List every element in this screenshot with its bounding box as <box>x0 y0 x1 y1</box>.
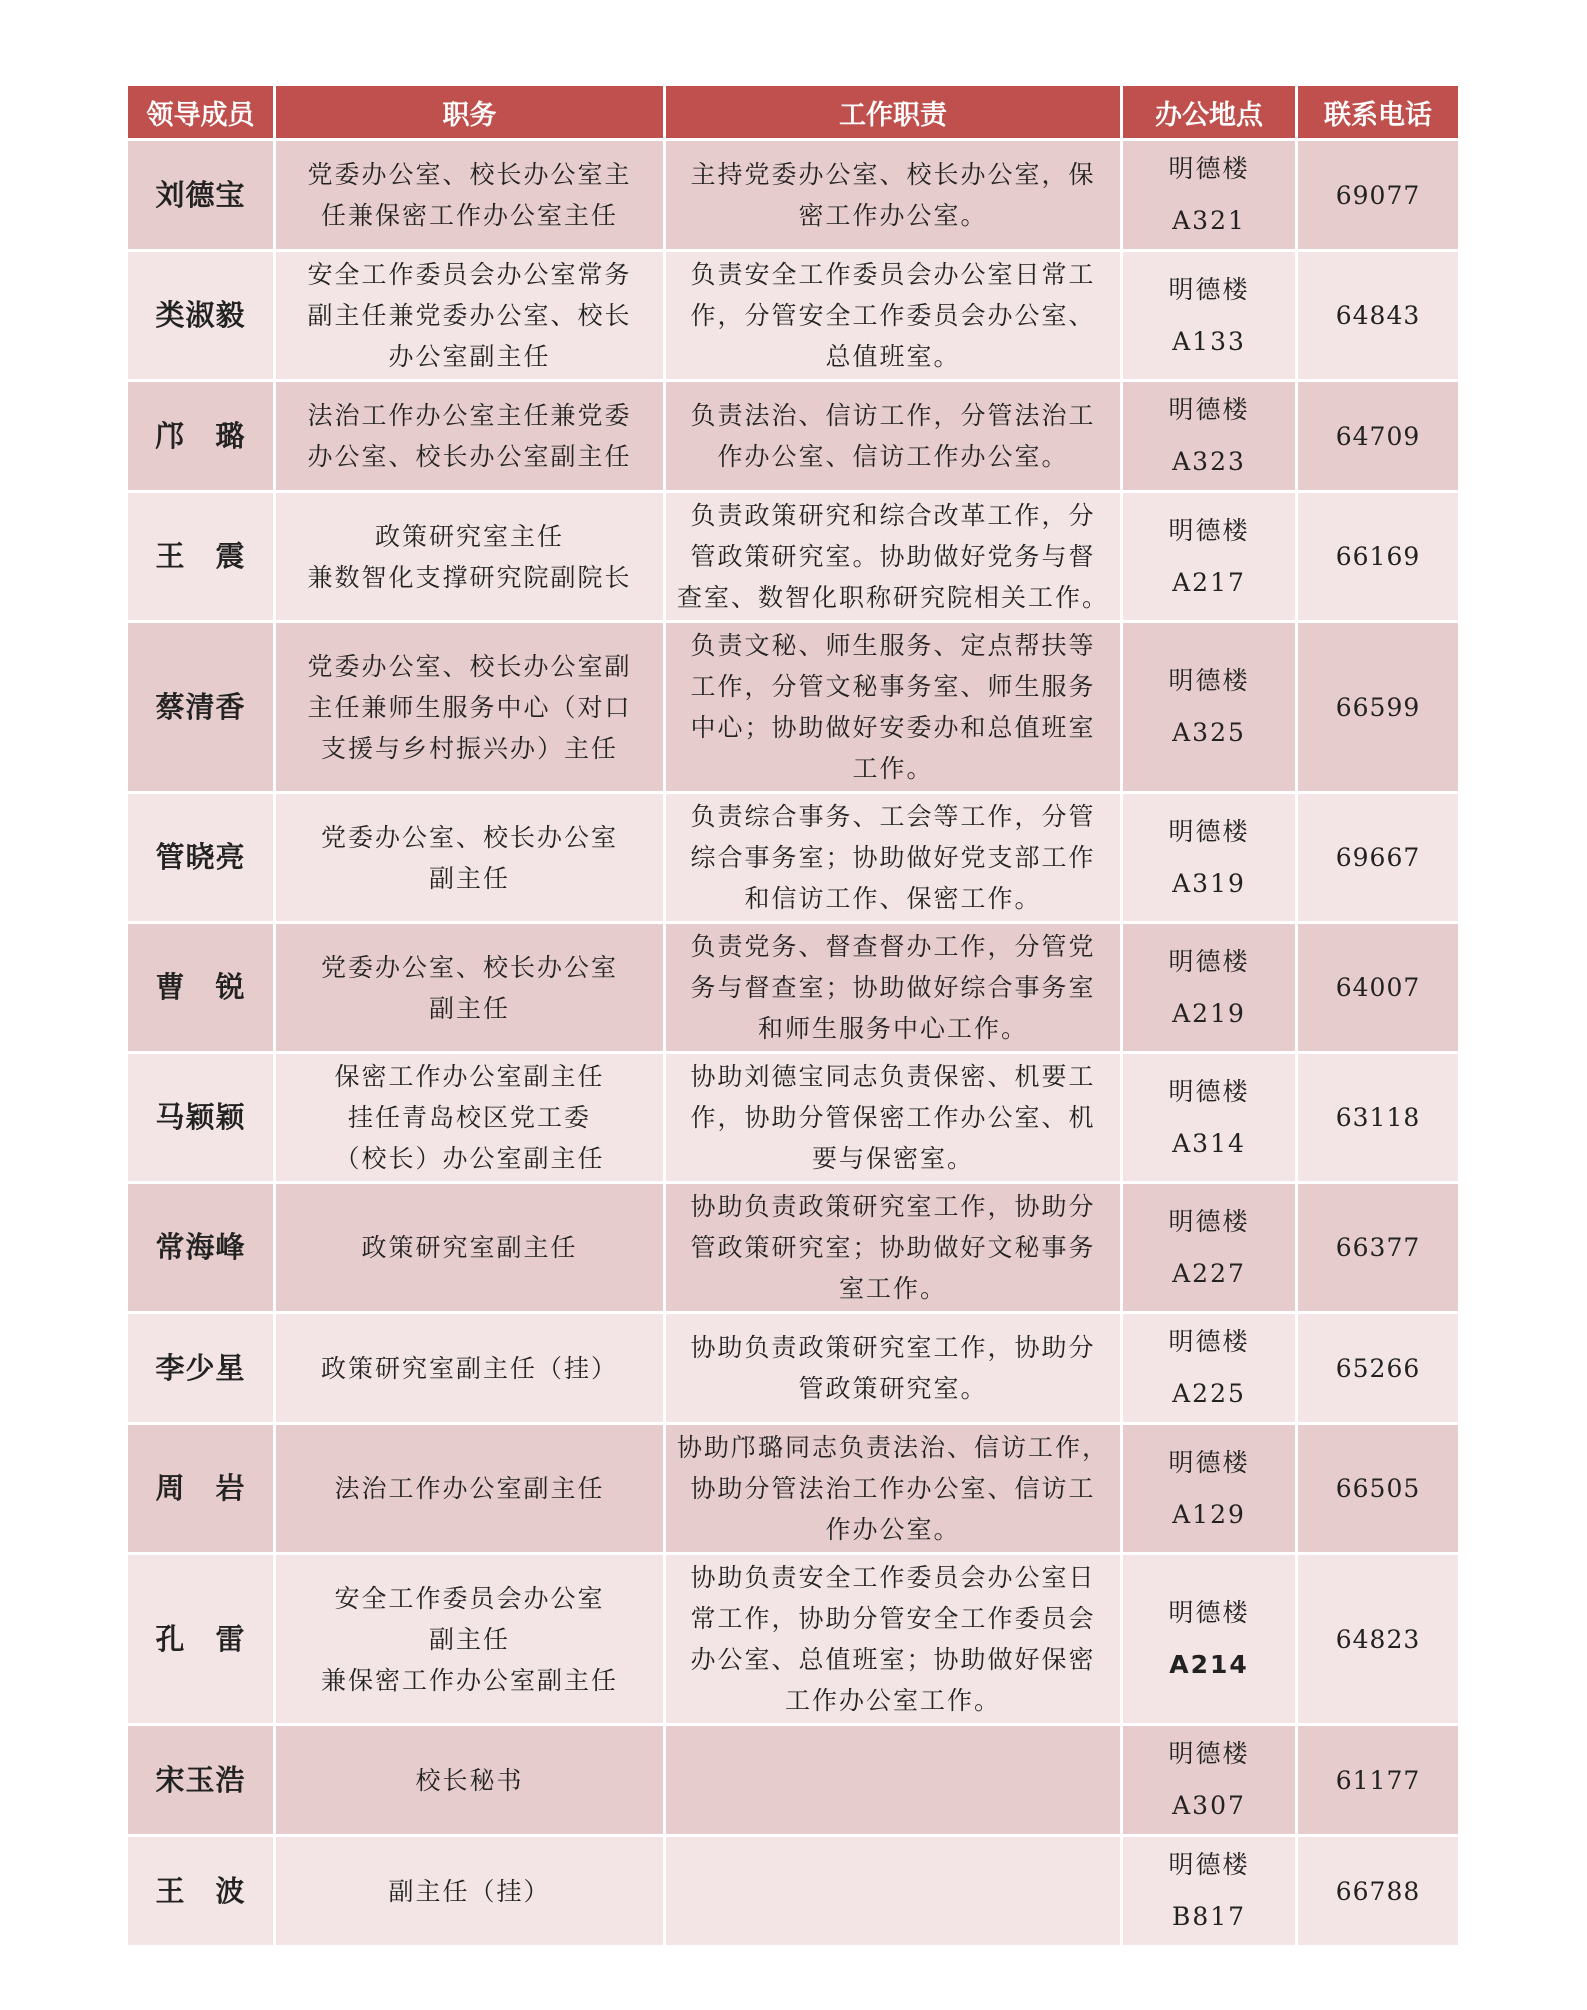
member-position <box>276 1726 663 1834</box>
office-building: 明德楼 <box>1168 395 1250 424</box>
phone-number: 61177 <box>1298 1726 1458 1834</box>
member-duty <box>666 1314 1120 1422</box>
text-line: 负责文秘、师生服务、定点帮扶等 <box>690 631 1096 660</box>
header-position: 职务 <box>276 86 663 138</box>
member-duty <box>666 623 1120 791</box>
phone-number: 69077 <box>1298 141 1458 249</box>
phone-number: 66599 <box>1298 623 1458 791</box>
office-location <box>1123 1555 1295 1723</box>
member-position <box>276 1054 663 1181</box>
phone-number: 64007 <box>1298 924 1458 1051</box>
office-building: 明德楼 <box>1168 1447 1250 1477</box>
text-line: 查室、数智化职称研究院相关工作。 <box>676 583 1109 612</box>
phone-number: 66788 <box>1298 1837 1458 1945</box>
text-line: 协助负责政策研究室工作，协助分 <box>690 1333 1096 1362</box>
phone-number: 64709 <box>1298 382 1458 490</box>
text-line: 负责法治、信访工作，分管法治工 <box>690 401 1096 430</box>
office-location <box>1123 1726 1295 1834</box>
text-line: 作办公室、信访工作办公室。 <box>717 442 1069 471</box>
office-building: 明德楼 <box>1168 816 1250 846</box>
member-name: 常海峰 <box>128 1184 273 1311</box>
header-office: 办公地点 <box>1123 86 1295 138</box>
office-building: 明德楼 <box>1168 1598 1250 1627</box>
office-building: 明德楼 <box>1168 1327 1250 1356</box>
text-line: 办公室、校长办公室副主任 <box>307 442 632 471</box>
member-duty <box>666 493 1120 620</box>
text-line: 副主任 <box>428 863 510 893</box>
text-line: 协助负责政策研究室工作，协助分 <box>690 1192 1096 1221</box>
text-line: 党委办公室、校长办公室 <box>320 822 618 852</box>
office-building: 明德楼 <box>1168 666 1250 695</box>
member-name: 蔡清香 <box>128 623 273 791</box>
leadership-table <box>125 83 1461 1948</box>
table-header <box>128 86 1458 138</box>
member-name: 邝 璐 <box>128 382 273 490</box>
text-line: 主持党委办公室、校长办公室，保 <box>690 160 1096 189</box>
phone-number: 66377 <box>1298 1184 1458 1311</box>
office-location <box>1123 252 1295 379</box>
office-location <box>1123 1837 1295 1945</box>
office-location <box>1123 1314 1295 1422</box>
office-room: B817 <box>1171 1902 1247 1931</box>
table-row <box>128 1555 1458 1723</box>
header-member: 领导成员 <box>128 86 273 138</box>
office-room: A219 <box>1172 998 1246 1028</box>
member-position <box>276 1555 663 1723</box>
office-room: A314 <box>1172 1128 1246 1158</box>
member-position <box>276 1184 663 1311</box>
text-line: 党委办公室、校长办公室 <box>320 952 618 982</box>
member-name: 类淑毅 <box>128 252 273 379</box>
office-building: 明德楼 <box>1168 1206 1250 1236</box>
text-line: 党委办公室、校长办公室主 <box>307 160 632 189</box>
header-duty: 工作职责 <box>666 86 1120 138</box>
member-name: 马颖颖 <box>128 1054 273 1181</box>
office-location <box>1123 924 1295 1051</box>
text-line: 政策研究室副主任 <box>361 1233 578 1262</box>
text-line: 副主任（挂） <box>388 1876 551 1906</box>
office-building: 明德楼 <box>1168 1076 1250 1106</box>
member-name: 刘德宝 <box>128 141 273 249</box>
office-building: 明德楼 <box>1168 1850 1250 1879</box>
text-line: 负责政策研究和综合改革工作，分 <box>690 501 1096 530</box>
office-room: A133 <box>1172 326 1246 356</box>
text-line: 工作，分管文秘事务室、师生服务 <box>690 672 1096 701</box>
text-line: 负责安全工作委员会办公室日常工 <box>690 260 1096 289</box>
office-location <box>1123 1425 1295 1552</box>
text-line: 副主任兼党委办公室、校长 <box>307 301 632 330</box>
table-row <box>128 1425 1458 1552</box>
text-line: 法治工作办公室主任兼党委 <box>307 401 632 430</box>
text-line: 中心；协助做好安委办和总值班室 <box>690 713 1096 742</box>
text-line: 办公室、总值班室；协助做好保密 <box>690 1645 1096 1674</box>
member-name: 李少星 <box>128 1314 273 1422</box>
office-location <box>1123 382 1295 490</box>
office-building: 明德楼 <box>1168 274 1250 304</box>
phone-number: 65266 <box>1298 1314 1458 1422</box>
text-line: 要与保密室。 <box>811 1144 974 1173</box>
member-duty <box>666 1726 1120 1834</box>
text-line: 保密工作办公室副主任 <box>334 1062 605 1091</box>
text-line: 协助分管法治工作办公室、信访工 <box>690 1474 1096 1503</box>
office-room: A217 <box>1172 567 1246 597</box>
text-line: 和信访工作、保密工作。 <box>744 884 1042 913</box>
text-line: 兼数智化支撑研究院副院长 <box>307 562 632 592</box>
text-line: 政策研究室副主任（挂） <box>320 1353 618 1383</box>
text-line: 安全工作委员会办公室 <box>334 1583 605 1613</box>
text-line: 管政策研究室。协助做好党务与督 <box>690 542 1096 571</box>
office-location <box>1123 1054 1295 1181</box>
table-body <box>128 141 1458 1945</box>
office-room: A129 <box>1172 1499 1246 1529</box>
table-row <box>128 924 1458 1051</box>
text-line: 作办公室。 <box>825 1515 961 1544</box>
text-line: 挂任青岛校区党工委 <box>347 1103 591 1132</box>
member-position <box>276 623 663 791</box>
member-name: 宋玉浩 <box>128 1726 273 1834</box>
table-row <box>128 1837 1458 1945</box>
member-position <box>276 794 663 921</box>
office-room: A307 <box>1172 1791 1246 1820</box>
office-building: 明德楼 <box>1168 946 1250 976</box>
text-line: 负责党务、督查督办工作，分管党 <box>690 932 1096 961</box>
office-location <box>1123 493 1295 620</box>
office-room: A225 <box>1172 1379 1246 1408</box>
office-location <box>1123 141 1295 249</box>
table-row <box>128 794 1458 921</box>
text-line: 法治工作办公室副主任 <box>334 1474 605 1503</box>
text-line: 管政策研究室。 <box>798 1374 988 1403</box>
text-line: 作，协助分管保密工作办公室、机 <box>690 1103 1096 1132</box>
member-position <box>276 493 663 620</box>
header-phone: 联系电话 <box>1298 86 1458 138</box>
office-room: A323 <box>1172 447 1246 476</box>
member-duty <box>666 1555 1120 1723</box>
office-room: A319 <box>1172 868 1246 898</box>
text-line: 协助邝璐同志负责法治、信访工作， <box>676 1433 1109 1462</box>
member-duty <box>666 794 1120 921</box>
text-line: 和师生服务中心工作。 <box>757 1014 1028 1043</box>
table-row <box>128 252 1458 379</box>
text-line: （校长）办公室副主任 <box>334 1144 605 1173</box>
text-line: 副主任 <box>428 1624 510 1654</box>
office-room: A321 <box>1172 206 1246 235</box>
leadership-table-container <box>128 86 1458 1948</box>
text-line: 校长秘书 <box>415 1765 524 1795</box>
member-duty <box>666 1184 1120 1311</box>
office-room: A227 <box>1172 1258 1246 1288</box>
text-line: 兼保密工作办公室副主任 <box>320 1665 618 1695</box>
text-line: 常工作，协助分管安全工作委员会 <box>690 1604 1096 1633</box>
text-line: 副主任 <box>428 993 510 1023</box>
phone-number: 64843 <box>1298 252 1458 379</box>
text-line: 室工作。 <box>838 1274 947 1303</box>
office-location <box>1123 1184 1295 1311</box>
text-line: 政策研究室主任 <box>374 521 564 551</box>
member-duty <box>666 1837 1120 1945</box>
text-line: 务与督查室；协助做好综合事务室 <box>690 973 1096 1002</box>
table-row <box>128 382 1458 490</box>
member-position <box>276 141 663 249</box>
member-position <box>276 1837 663 1945</box>
phone-number: 64823 <box>1298 1555 1458 1723</box>
office-room: A325 <box>1172 718 1246 747</box>
office-location <box>1123 794 1295 921</box>
member-duty <box>666 382 1120 490</box>
text-line: 总值班室。 <box>825 342 961 371</box>
table-row <box>128 623 1458 791</box>
member-name: 周 岩 <box>128 1425 273 1552</box>
text-line: 办公室副主任 <box>388 342 551 371</box>
member-duty <box>666 924 1120 1051</box>
table-row <box>128 1726 1458 1834</box>
office-building: 明德楼 <box>1168 515 1250 545</box>
text-line: 作，分管安全工作委员会办公室、 <box>690 301 1096 330</box>
office-location <box>1123 623 1295 791</box>
member-position <box>276 382 663 490</box>
office-building: 明德楼 <box>1168 1739 1250 1768</box>
member-duty <box>666 141 1120 249</box>
member-name: 王 波 <box>128 1837 273 1945</box>
text-line: 负责综合事务、工会等工作，分管 <box>690 802 1096 831</box>
table-row <box>128 1054 1458 1181</box>
table-row <box>128 141 1458 249</box>
text-line: 密工作办公室。 <box>798 201 988 230</box>
phone-number: 66505 <box>1298 1425 1458 1552</box>
member-name: 孔 雷 <box>128 1555 273 1723</box>
text-line: 协助负责安全工作委员会办公室日 <box>690 1563 1096 1592</box>
member-position <box>276 1425 663 1552</box>
text-line: 工作办公室工作。 <box>784 1686 1001 1715</box>
text-line: 工作。 <box>852 754 934 783</box>
text-line: 协助刘德宝同志负责保密、机要工 <box>690 1062 1096 1091</box>
text-line: 主任兼师生服务中心（对口 <box>307 692 632 722</box>
member-name: 王 震 <box>128 493 273 620</box>
text-line: 管政策研究室；协助做好文秘事务 <box>690 1233 1096 1262</box>
phone-number: 69667 <box>1298 794 1458 921</box>
table-row <box>128 493 1458 620</box>
member-name: 曹 锐 <box>128 924 273 1051</box>
office-building: 明德楼 <box>1168 154 1250 183</box>
member-duty <box>666 1054 1120 1181</box>
office-room: A214 <box>1169 1650 1249 1679</box>
member-position <box>276 252 663 379</box>
member-name: 管晓亮 <box>128 794 273 921</box>
member-position <box>276 1314 663 1422</box>
text-line: 党委办公室、校长办公室副 <box>307 651 632 681</box>
member-duty <box>666 252 1120 379</box>
member-duty <box>666 1425 1120 1552</box>
member-position <box>276 924 663 1051</box>
phone-number: 63118 <box>1298 1054 1458 1181</box>
text-line: 安全工作委员会办公室常务 <box>307 260 632 289</box>
text-line: 支援与乡村振兴办）主任 <box>320 733 618 763</box>
table-row <box>128 1184 1458 1311</box>
phone-number: 66169 <box>1298 493 1458 620</box>
table-row <box>128 1314 1458 1422</box>
text-line: 综合事务室；协助做好党支部工作 <box>690 843 1096 872</box>
text-line: 任兼保密工作办公室主任 <box>320 201 618 230</box>
